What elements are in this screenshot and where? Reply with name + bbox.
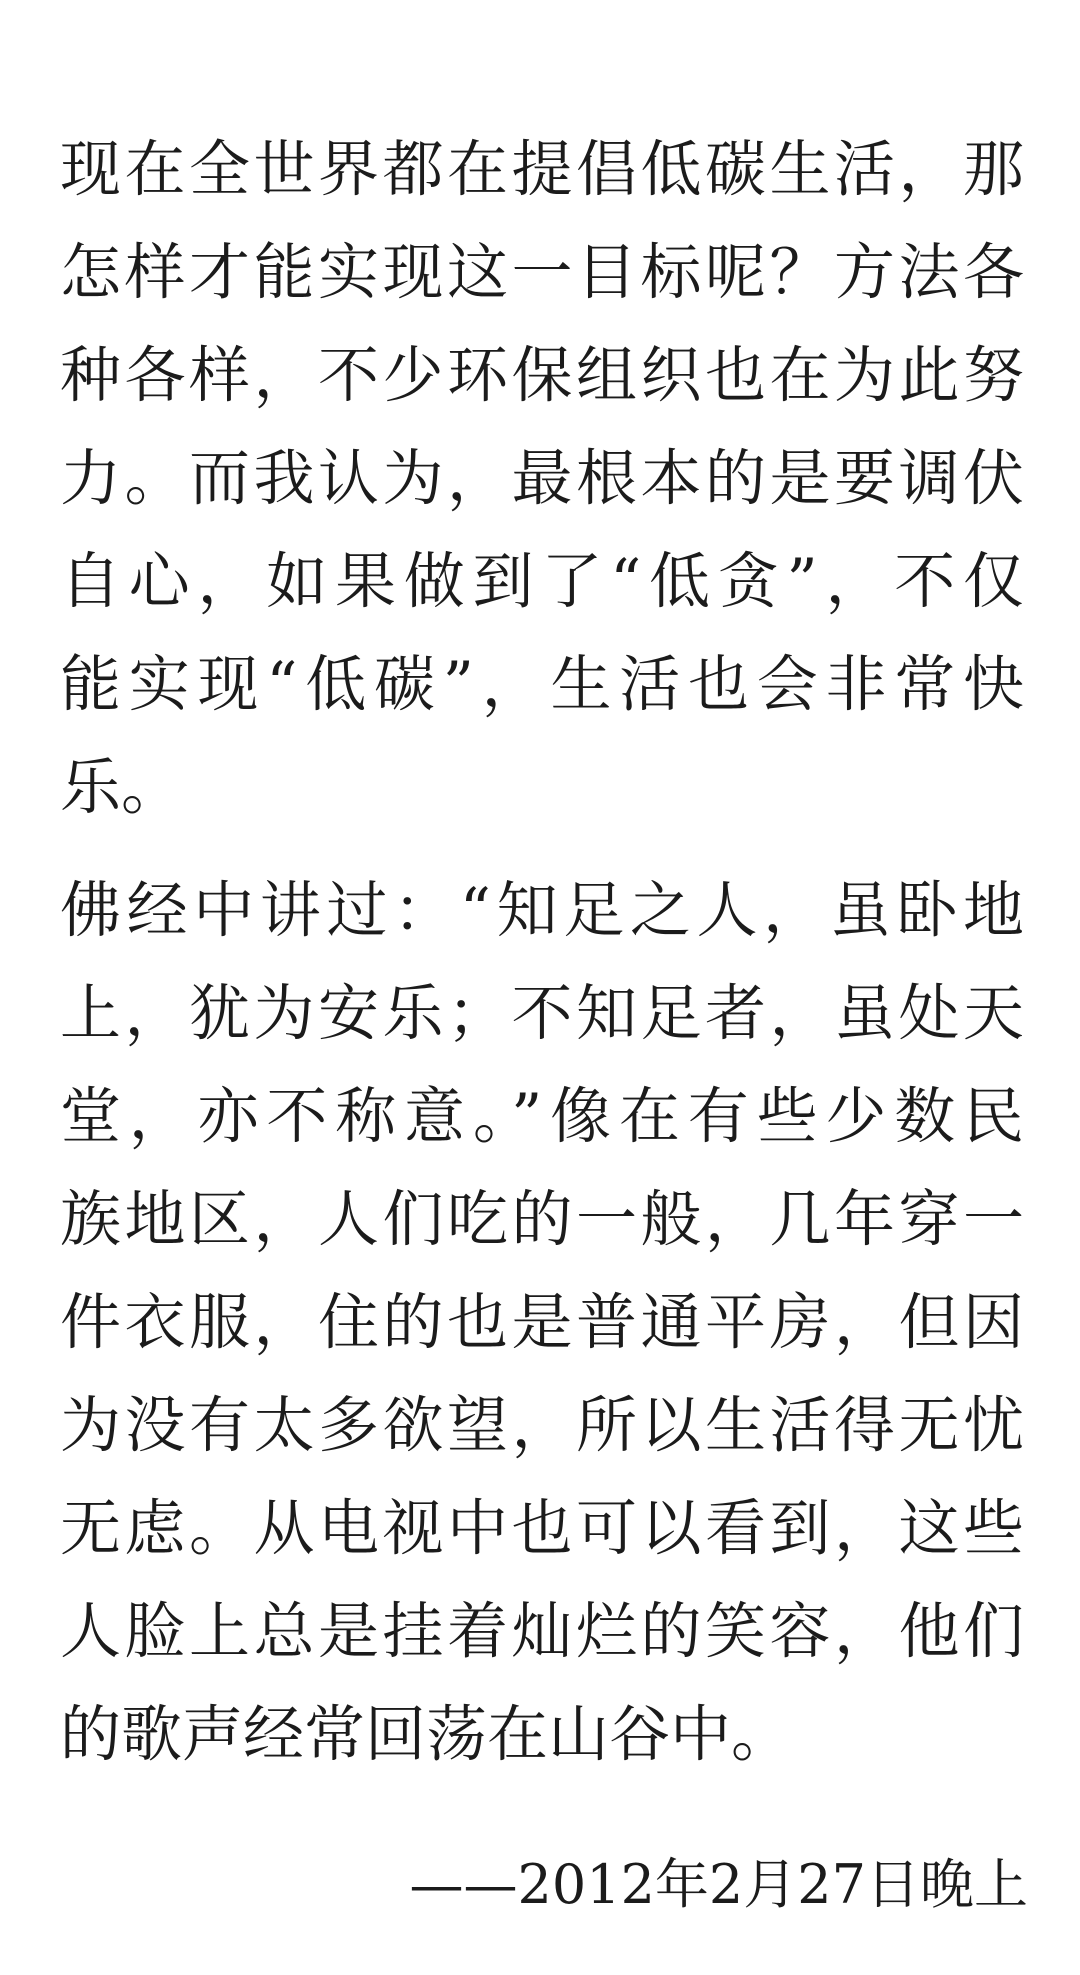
paragraph-spacer bbox=[60, 839, 1024, 859]
text-line: 自心，如果做到了“低贪”，不仅 bbox=[60, 546, 1024, 617]
text-line: 族地区，人们吃的一般，几年穿一 bbox=[60, 1184, 1024, 1255]
text-line: 怎样才能实现这一目标呢？方法各 bbox=[60, 237, 1024, 308]
text-line: 人脸上总是挂着灿烂的笑容，他们 bbox=[60, 1596, 1024, 1667]
date-signature: ——2012年2月27日晚上 bbox=[409, 1853, 1028, 1916]
text-line: 乐。 bbox=[60, 752, 183, 823]
paragraph-2 bbox=[60, 859, 1024, 1786]
article-body bbox=[60, 118, 1024, 1786]
text-line: 堂，亦不称意。”像在有些少数民 bbox=[60, 1081, 1024, 1152]
text-line: 无虑。从电视中也可以看到，这些 bbox=[60, 1493, 1024, 1564]
text-line: 为没有太多欲望，所以生活得无忧 bbox=[60, 1390, 1024, 1461]
text-line: 件衣服，住的也是普通平房，但因 bbox=[60, 1287, 1024, 1358]
text-line: 现在全世界都在提倡低碳生活，那 bbox=[60, 134, 1024, 205]
paragraph-1 bbox=[60, 118, 1024, 839]
text-line: 佛经中讲过：“知足之人，虽卧地 bbox=[60, 875, 1024, 946]
text-line: 能实现“低碳”，生活也会非常快 bbox=[60, 649, 1024, 720]
text-line: 种各样，不少环保组织也在为此努 bbox=[60, 340, 1024, 411]
text-line: 上，犹为安乐；不知足者，虽处天 bbox=[60, 978, 1024, 1049]
text-line: 的歌声经常回荡在山谷中。 bbox=[60, 1699, 793, 1770]
text-line: 力。而我认为，最根本的是要调伏 bbox=[60, 443, 1024, 514]
